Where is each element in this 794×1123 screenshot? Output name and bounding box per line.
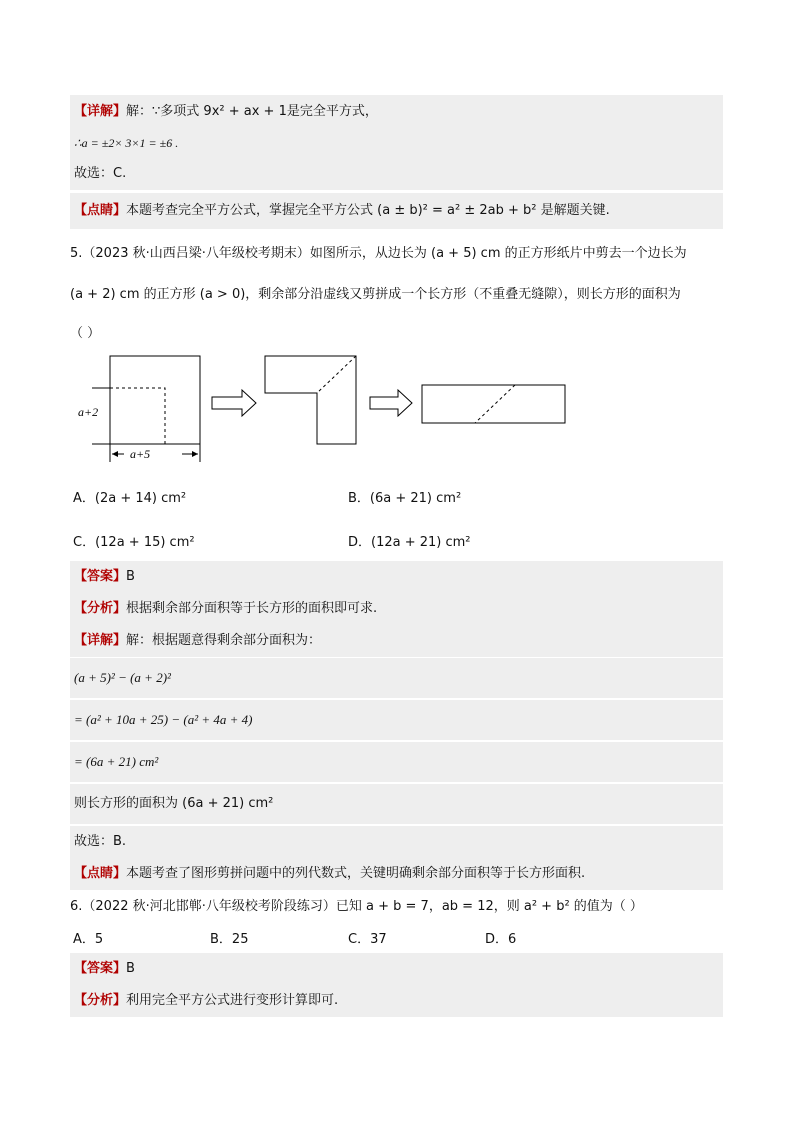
analysis-text: 利用完全平方公式进行变形计算即可. — [126, 993, 339, 1008]
choice-text: 故选：B. — [74, 834, 127, 849]
step2-expr: = (a² + 10a + 25) − (a² + 4a + 4) — [74, 712, 253, 727]
comment-tag: 【点睛】 — [74, 866, 127, 881]
comment-tag: 【点睛】 — [74, 203, 127, 218]
step1-expr: (a + 5)² − (a + 2)² — [74, 670, 171, 685]
q6-answer-line — [70, 953, 723, 985]
q6-stem: 6.（2022 秋·河北邯郸·八年级校考阶段练习）已知 a + b = 7，ab = 12，则 a² + b² 的值为（ ） — [70, 899, 643, 914]
detail-line-q4 — [70, 95, 723, 128]
answer-value: B — [126, 961, 135, 976]
comment-text: 本题考查了图形剪拼问题中的列代数式，关键明确剩余部分面积等于长方形面积. — [126, 866, 586, 881]
q5-step2 — [70, 700, 723, 740]
cut-square-dashed — [110, 388, 165, 444]
analysis-text: 根据剩余部分面积等于长方形的面积即可求. — [126, 601, 378, 616]
therefore-text: ∴a = ±2× 3×1 = ±6 . — [74, 136, 179, 150]
q5-stem-line2: (a + 2) cm 的正方形 (a > 0)，剩余部分沿虚线又剪拼成一个长方形（不重叠无缝隙），则长方形的面积为 — [70, 287, 681, 302]
q5-result — [70, 784, 723, 824]
label-bottom: a+5 — [130, 447, 151, 461]
q5-stem-line3: （ ） — [70, 326, 101, 341]
q5-analysis-line — [70, 593, 723, 625]
arrow-1 — [212, 390, 256, 416]
detail-text: 解：根据题意得剩余部分面积为： — [126, 633, 322, 648]
answer-tag: 【答案】 — [74, 961, 127, 976]
choice-text: 故选：C. — [74, 166, 127, 181]
comment-text: 本题考查完全平方公式，掌握完全平方公式 (a ± b)² = a² ± 2ab + b² 是解题关键. — [126, 203, 610, 218]
analysis-tag: 【分析】 — [74, 601, 127, 616]
detail-text: 解：∵多项式 9x² + ax + 1是完全平方式， — [126, 103, 378, 119]
q5-option-c[interactable]: C．(12a + 15) cm² — [73, 535, 195, 550]
q5-detail-line — [70, 625, 723, 657]
arrow-2 — [370, 390, 412, 416]
q6-option-c[interactable]: C．37 — [348, 932, 387, 947]
choice-line-q4 — [70, 158, 723, 190]
result-rectangle — [422, 385, 565, 423]
q6-analysis-line — [70, 985, 723, 1017]
answer-value: B — [126, 569, 135, 584]
q5-step3 — [70, 742, 723, 782]
detail-tag: 【详解】 — [74, 633, 127, 648]
step3-expr: = (6a + 21) cm² — [74, 754, 159, 769]
therefore-line-q4 — [70, 128, 723, 158]
comment-line-q4 — [70, 193, 723, 229]
q5-option-d[interactable]: D．(12a + 21) cm² — [348, 535, 471, 550]
detail-tag: 【详解】 — [74, 103, 127, 119]
q6-option-b[interactable]: B．25 — [210, 932, 249, 947]
result-text: 则长方形的面积为 (6a + 21) cm² — [74, 796, 274, 811]
q5-option-a[interactable]: A．(2a + 14) cm² — [73, 491, 187, 506]
q5-figure — [70, 350, 580, 470]
q6-option-d[interactable]: D．6 — [485, 932, 517, 947]
q5-step1 — [70, 658, 723, 698]
q5-stem-line1: 5.（2023 秋·山西吕梁·八年级校考期末）如图所示，从边长为 (a + 5) cm 的正方形纸片中剪去一个边长为 — [70, 246, 687, 261]
q6-option-a[interactable]: A．5 — [73, 932, 104, 947]
q5-answer-line — [70, 561, 723, 593]
answer-tag: 【答案】 — [74, 569, 127, 584]
q5-choice — [70, 826, 723, 858]
q5-comment — [70, 858, 723, 890]
q5-option-b[interactable]: B．(6a + 21) cm² — [348, 491, 462, 506]
label-side: a+2 — [78, 405, 99, 419]
big-square — [110, 356, 200, 444]
analysis-tag: 【分析】 — [74, 993, 127, 1008]
